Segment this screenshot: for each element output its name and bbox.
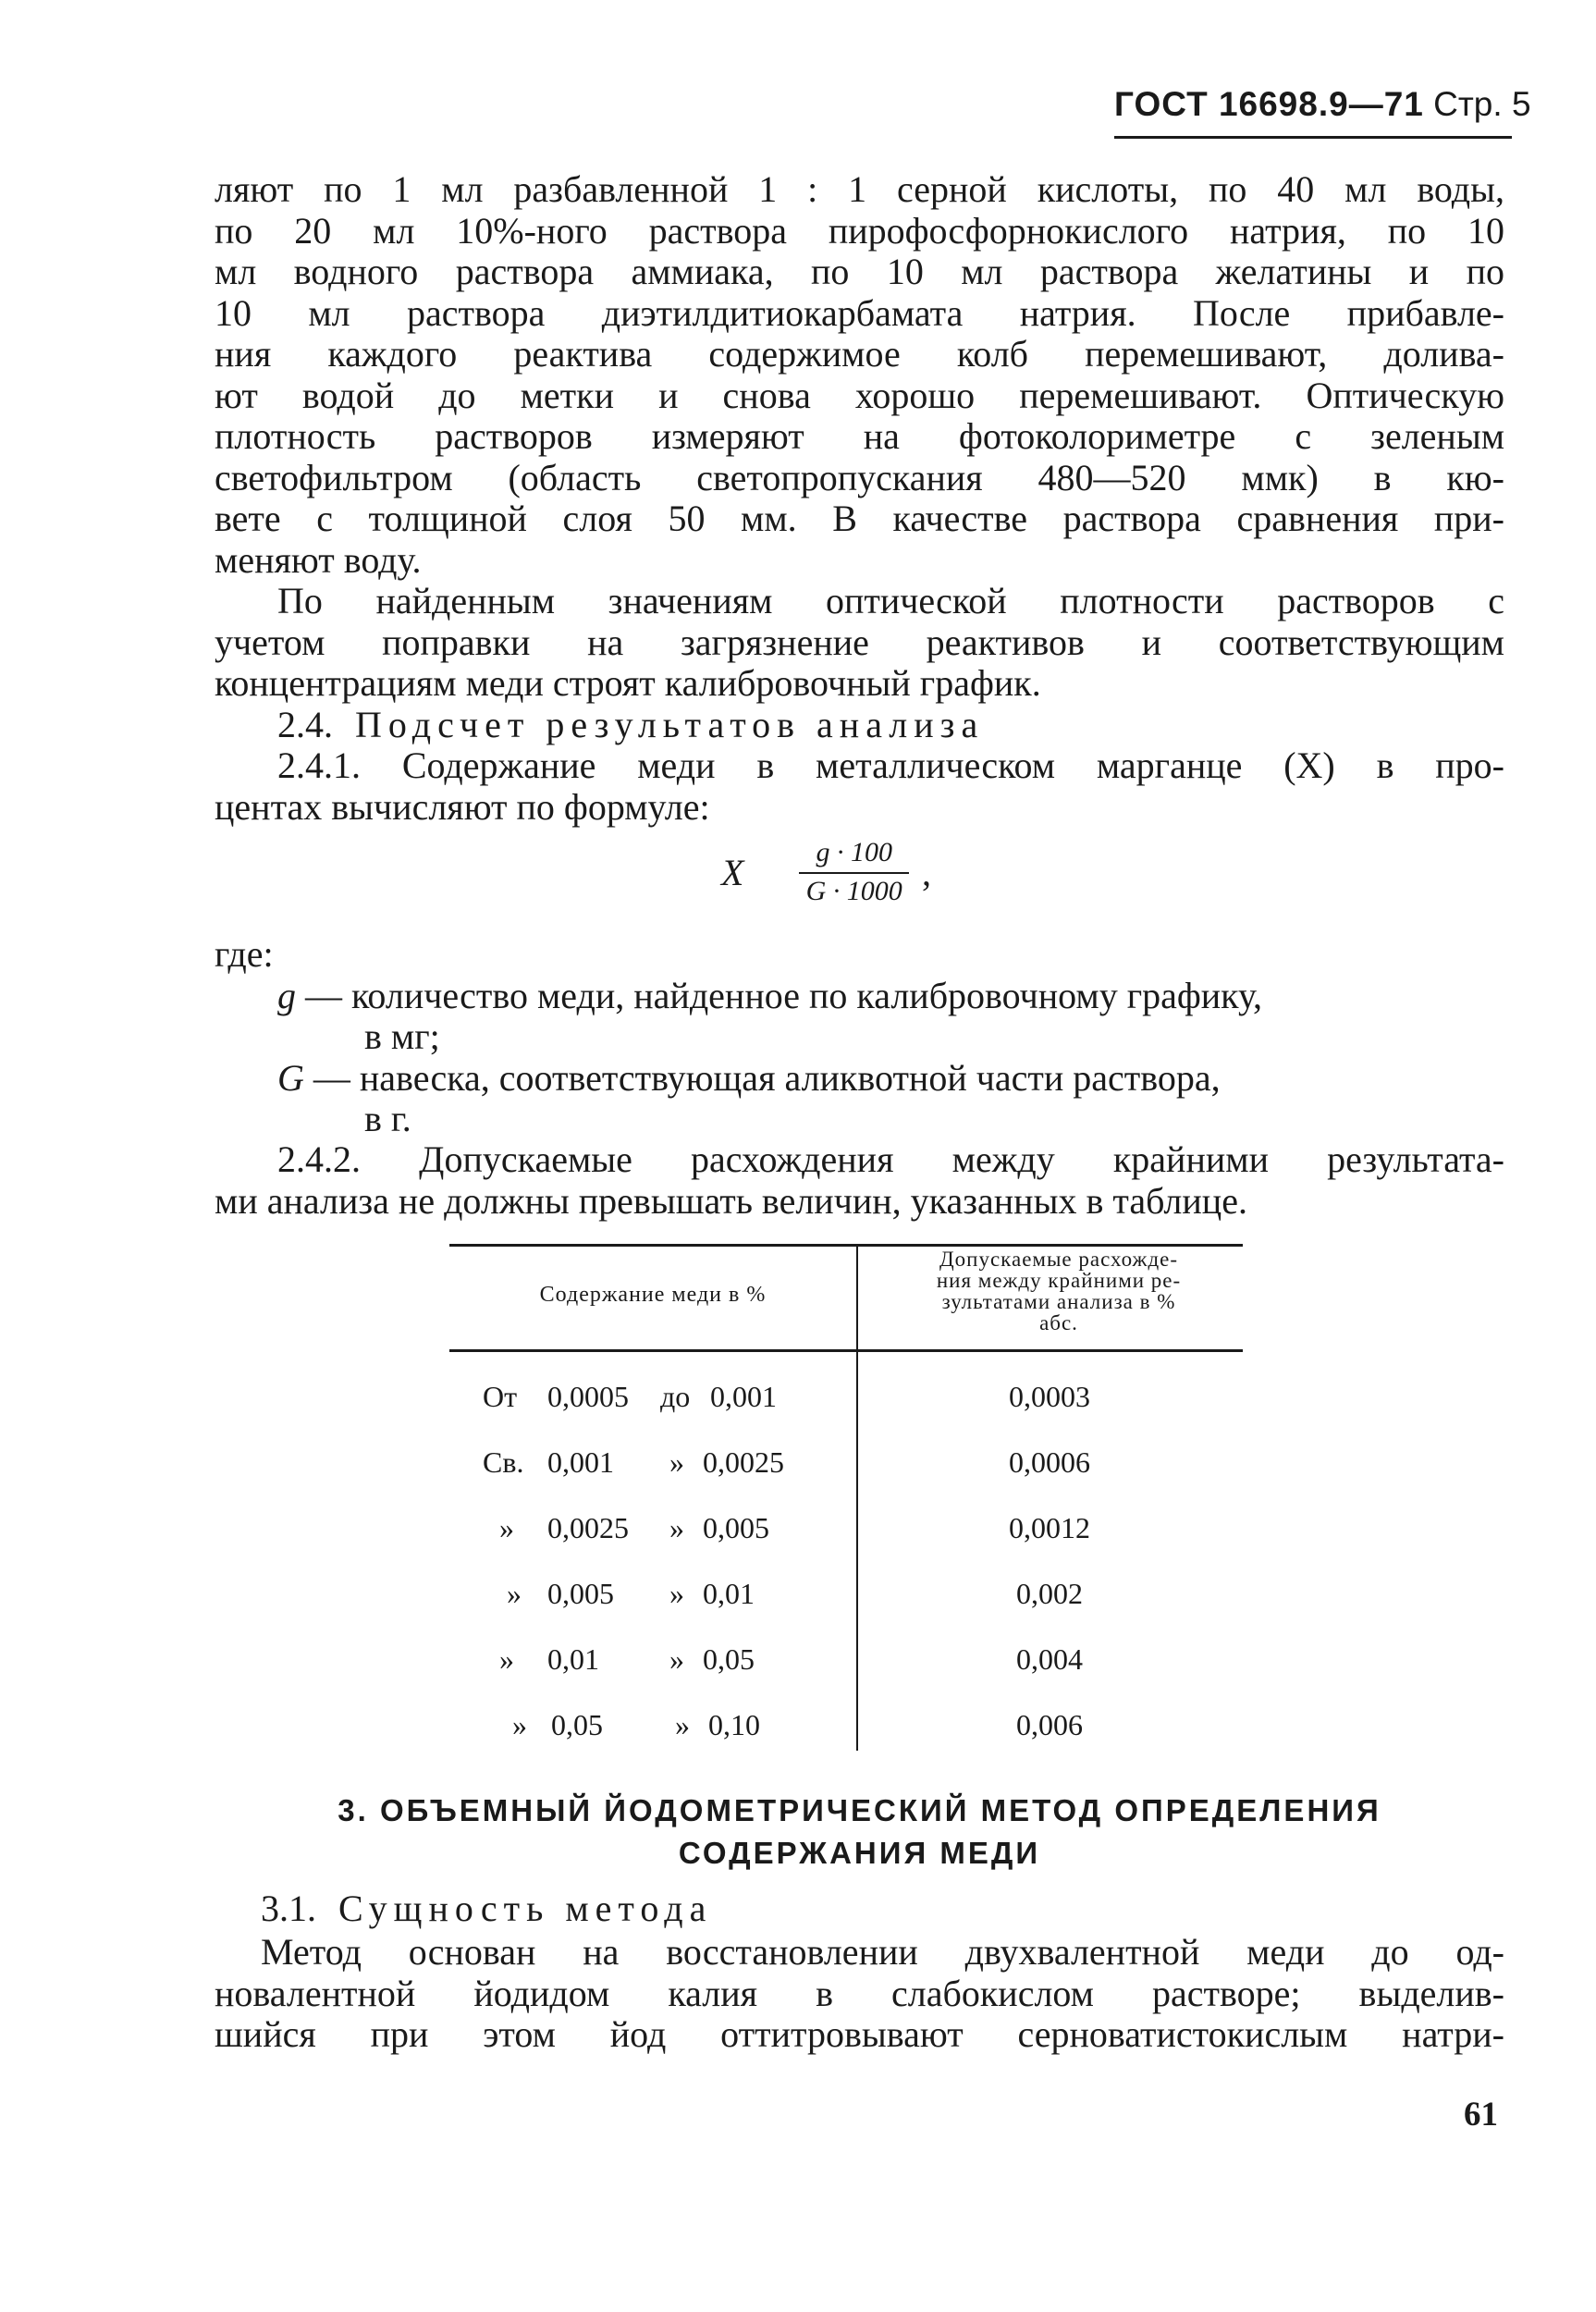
- formula-denominator: G · 1000: [805, 876, 902, 906]
- cell-prefix: »: [499, 1511, 514, 1544]
- section-title: Сущность метода: [338, 1888, 713, 1929]
- section-number: 3.1.: [261, 1888, 316, 1929]
- table-top-rule: [449, 1244, 1243, 1247]
- definition-text: — количество меди, найденное по калибровочному графику,: [305, 974, 1263, 1016]
- section-number: 2.4.: [277, 704, 333, 745]
- page-reference: Стр. 5: [1433, 85, 1531, 123]
- text-line: центах вычисляют по формуле:: [215, 785, 710, 828]
- cell-tolerance: 0,0003: [1009, 1380, 1090, 1413]
- cell-to: 0,0025: [703, 1445, 784, 1479]
- text-line: По найденным значениям оптической плотности растворов с: [277, 580, 1504, 621]
- cell-to: 0,005: [703, 1511, 769, 1544]
- symbol: g: [277, 974, 296, 1016]
- cell-prefix: От: [483, 1380, 518, 1413]
- cell-to: 0,05: [703, 1642, 755, 1676]
- text-line: Метод основан на восстановлении двухвалентной меди до од-: [261, 1931, 1504, 1973]
- definition-continuation: в мг;: [364, 1015, 440, 1057]
- cell-to-prefix: »: [669, 1642, 684, 1676]
- formula-comma: ,: [921, 851, 931, 893]
- clause-2-4-2: [215, 1139, 1504, 1222]
- table-header-tolerance: [875, 1248, 1243, 1334]
- text-line: 10 мл раствора диэтилдитиокарбамата натрия. После прибавле-: [215, 291, 1504, 334]
- cell-to: 0,01: [703, 1577, 755, 1610]
- table-header-rule: [449, 1349, 1243, 1352]
- title-line: 3. ОБЪЕМНЫЙ ЙОДОМЕТРИЧЕСКИЙ МЕТОД ОПРЕДЕЛЕНИЯ: [338, 1793, 1381, 1827]
- cell-to-prefix: »: [675, 1708, 690, 1741]
- section-3-1-heading: [215, 1888, 1504, 1930]
- cell-to-prefix: »: [669, 1577, 684, 1610]
- running-header: [1114, 85, 1531, 124]
- cell-prefix: »: [507, 1577, 522, 1610]
- definition-text: — навеска, соответствующая аликвотной части раствора,: [313, 1056, 1221, 1099]
- cell-to: 0,10: [708, 1708, 760, 1741]
- cell-tolerance: 0,0006: [1009, 1445, 1090, 1479]
- method-paragraph: [215, 1932, 1504, 2056]
- header-line: Допускаемые расхожде-: [939, 1248, 1179, 1271]
- text-line: концентрациям меди строят калибровочный график.: [215, 662, 1041, 704]
- cell-tolerance: 0,002: [1016, 1577, 1083, 1610]
- cell-tolerance: 0,006: [1016, 1708, 1083, 1741]
- table-column-divider: [856, 1244, 858, 1751]
- header-line: ния между крайними ре-: [936, 1269, 1182, 1292]
- definition-continuation: в г.: [364, 1098, 411, 1139]
- cell-from: 0,0005: [547, 1380, 629, 1413]
- text-line: светофильтром (область светопропускания 480—520 ммк) в кю-: [215, 456, 1504, 498]
- header-line: зультатами анализа в %: [941, 1290, 1176, 1313]
- cell-to: 0,001: [710, 1380, 777, 1413]
- text-line: ми анализа не должны превышать величин, указанных в таблице.: [215, 1179, 1247, 1222]
- text-line: вете с толщиной слоя 50 мм. В качестве раствора сравнения при-: [215, 498, 1504, 539]
- cell-from: 0,01: [547, 1642, 599, 1676]
- continuation-paragraph: [215, 169, 1504, 581]
- cell-from: 0,005: [547, 1577, 614, 1610]
- text-line: мл водного раствора аммиака, по 10 мл раствора желатины и по: [215, 251, 1504, 292]
- title-line: СОДЕРЖАНИЯ МЕДИ: [678, 1836, 1041, 1870]
- where-label: где:: [215, 933, 274, 975]
- cell-to-prefix: »: [669, 1511, 684, 1544]
- text-line: 2.4.2. Допускаемые расхождения между крайними результата-: [277, 1138, 1504, 1180]
- cell-tolerance: 0,004: [1016, 1642, 1083, 1676]
- text-line: по 20 мл 10%-ного раствора пирофосфорнокислого натрия, по 10: [215, 209, 1504, 252]
- text-line: ляют по 1 мл разбавленной 1 : 1 серной кислоты, по 40 мл воды,: [215, 168, 1504, 210]
- cell-to-prefix: »: [669, 1445, 684, 1479]
- formula-numerator: g · 100: [799, 837, 909, 874]
- formula-definitions: [215, 934, 1504, 1140]
- text-line: шийся при этом йод оттитровывают серноватистокислым натри-: [215, 2013, 1504, 2055]
- clause-2-4-1: [215, 745, 1504, 828]
- cell-prefix: Св.: [483, 1445, 524, 1479]
- text-line: учетом поправки на загрязнение реактивов и соответствующим: [215, 621, 1504, 663]
- formula-fraction: [799, 837, 909, 907]
- text-line: 2.4.1. Содержание меди в металлическом марганце (X) в про-: [277, 744, 1504, 786]
- cell-from: 0,05: [551, 1708, 603, 1741]
- header-rule: [1114, 136, 1512, 139]
- text-line: плотность растворов измеряют на фотоколориметре с зеленым: [215, 415, 1504, 457]
- table-header-content: Содержание меди в %: [539, 1283, 767, 1307]
- symbol: G: [277, 1056, 304, 1099]
- text-line: ния каждого реактива содержимое колб перемешивают, долива-: [215, 333, 1504, 375]
- cell-from: 0,0025: [547, 1511, 629, 1544]
- cell-prefix: »: [499, 1642, 514, 1676]
- text-line: ют водой до метки и снова хорошо перемешивают. Оптическую: [215, 374, 1504, 416]
- formula-lhs: X: [721, 851, 744, 893]
- cell-from: 0,001: [547, 1445, 614, 1479]
- standard-number: ГОСТ 16698.9—71: [1114, 85, 1424, 123]
- section-2-4-heading: [215, 705, 1504, 746]
- header-line: абс.: [1039, 1311, 1078, 1334]
- cell-prefix: »: [512, 1708, 527, 1741]
- page-number: 61: [1464, 2096, 1498, 2134]
- section-title: Подсчет результатов анализа: [355, 704, 985, 745]
- copper-content-formula: [721, 837, 931, 907]
- text-line: новалентной йодидом калия в слабокислом растворе; выделив-: [215, 1972, 1504, 2014]
- definition-g: [215, 976, 1504, 1017]
- calibration-paragraph: [215, 581, 1504, 705]
- definition-G: [215, 1058, 1504, 1100]
- cell-tolerance: 0,0012: [1009, 1511, 1090, 1544]
- section-3-title: [215, 1789, 1504, 1875]
- cell-to-prefix: до: [660, 1380, 691, 1413]
- text-line: меняют воду.: [215, 538, 422, 581]
